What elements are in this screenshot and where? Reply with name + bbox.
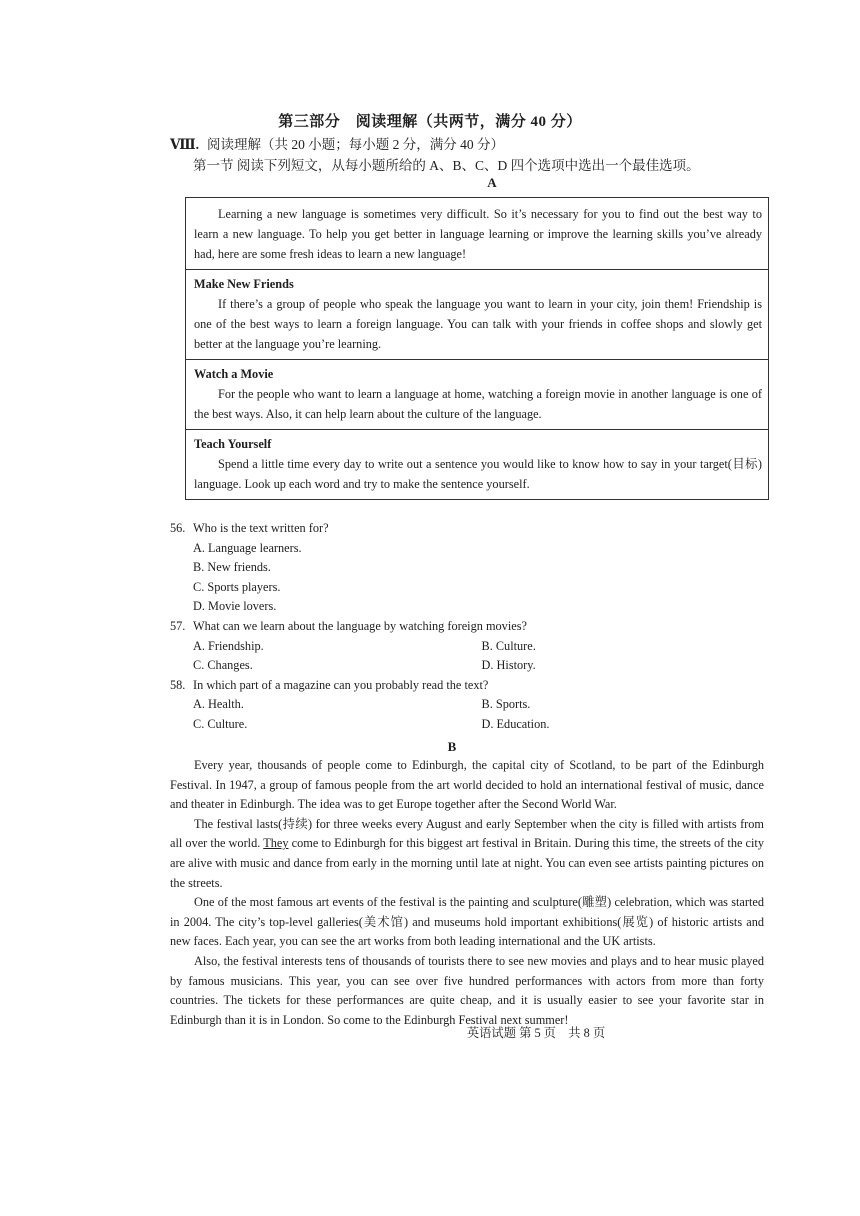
- option-d: D. Movie lovers.: [193, 599, 277, 614]
- question-text: In which part of a magazine can you probably read the text?: [193, 677, 489, 692]
- passage-a-intro: [186, 198, 768, 269]
- section-heading-make-new-friends: Make New Friends: [194, 277, 294, 291]
- section-heading-teach-yourself: Teach Yourself: [194, 437, 272, 451]
- underlined-word-they: They: [263, 836, 289, 851]
- question-number: 58.: [170, 677, 186, 692]
- questions-list: [170, 519, 770, 735]
- section-roman-numeral: Ⅷ.: [170, 137, 200, 152]
- question-58: [170, 676, 770, 735]
- paragraph-2-end: come to Edinburgh for this biggest art festival in Britain. During this time, the streets of the city are alive with music and dance from early in the morning until late at night. You can even see artists painting pictures on the streets.: [170, 836, 764, 890]
- paragraph-2-start: The festival lasts(持续) for three weeks every August and early September when the city is filled with artists from all over the world.: [170, 816, 764, 851]
- option-b: B. Culture.: [481, 638, 536, 653]
- option-c: C. Changes.: [193, 658, 253, 673]
- passage-b-paragraph-4: Also, the festival interests tens of thousands of tourists there to see new movies and plays and to hear music played by famous musicians. This year, you can see over five hundred performances with actors from more than forty countries. The tickets for these performances are quite cheap, and it is usually easier to see your favorite star in Edinburgh than it is in London. So come to the Edinburgh Festival next summer!: [170, 953, 764, 1027]
- page-footer: 英语试题 第 5 页 共 8 页: [466, 1026, 606, 1040]
- passage-b-paragraph-2: [170, 815, 764, 893]
- option-b: B. New friends.: [193, 560, 271, 575]
- option-d: D. History.: [481, 658, 536, 673]
- part-one-instructions: 第一节 阅读下列短文，从每小题所给的 A、B、C、D 四个选项中选出一个最佳选项。: [193, 158, 700, 173]
- section-text-make-new-friends: If there’s a group of people who speak the language you want to learn in your city, join them! Friendship is one of the best ways to learn a foreign language. You can talk with your friends in coffee shops and slowly get better at the language you’re learning.: [194, 297, 762, 351]
- question-number: 57.: [170, 618, 186, 633]
- passage-a-letter: A: [487, 175, 497, 190]
- option-c: C. Culture.: [193, 716, 248, 731]
- section-heading: [170, 133, 504, 153]
- passage-a-box: [185, 197, 769, 500]
- option-c: C. Sports players.: [193, 579, 281, 594]
- passage-b-letter: B: [447, 739, 457, 754]
- passage-b: [170, 756, 764, 1030]
- passage-a-section: [186, 429, 768, 499]
- question-56: [170, 519, 770, 617]
- question-text: What can we learn about the language by watching foreign movies?: [193, 618, 527, 633]
- option-a: A. Friendship.: [193, 638, 264, 653]
- passage-a-intro-text: Learning a new language is sometimes very difficult. So it’s necessary for you to find out the best way to learn a new language. To help you get better in language learning or improve the learning skills you’ve already had, here are some fresh ideas to learn a new language!: [194, 207, 762, 261]
- passage-b-paragraph-3: One of the most famous art events of the festival is the painting and sculpture(雕塑) celebration, which was started in 2004. The city’s top-level galleries(美术馆) and museums hold important exhibitions(展览) of historic artists and new faces. Each year, you can see the art works from both leading international and the UK artists.: [170, 895, 764, 949]
- question-number: 56.: [170, 521, 186, 535]
- part-title: 第三部分 阅读理解（共两节，满分 40 分）: [278, 114, 582, 130]
- option-d: D. Education.: [481, 716, 550, 731]
- section-heading-watch-a-movie: Watch a Movie: [194, 367, 274, 381]
- question-text: Who is the text written for?: [193, 521, 329, 535]
- section-text-teach-yourself: Spend a little time every day to write out a sentence you would like to know how to say in your target(目标) language. Look up each word and try to make the sentence yourself.: [194, 457, 762, 491]
- section-text-watch-a-movie: For the people who want to learn a language at home, watching a foreign movie in another language is one of the best ways. Also, it can help learn about the culture of the language.: [194, 387, 762, 421]
- section-instructions: 阅读理解（共 20 小题；每小题 2 分，满分 40 分）: [207, 137, 505, 152]
- option-b: B. Sports.: [481, 697, 531, 712]
- passage-b-paragraph-1: Every year, thousands of people come to Edinburgh, the capital city of Scotland, to be part of the Edinburgh Festival. In 1947, a group of famous people from the art world decided to hold an international festival of music, dance and theater in Edinburgh. The idea was to get Europe together after the Second World War.: [170, 758, 764, 812]
- option-a: A. Language learners.: [193, 540, 302, 555]
- passage-a-section: [186, 269, 768, 359]
- passage-a-section: [186, 359, 768, 429]
- option-a: A. Health.: [193, 697, 244, 712]
- question-57: [170, 617, 770, 676]
